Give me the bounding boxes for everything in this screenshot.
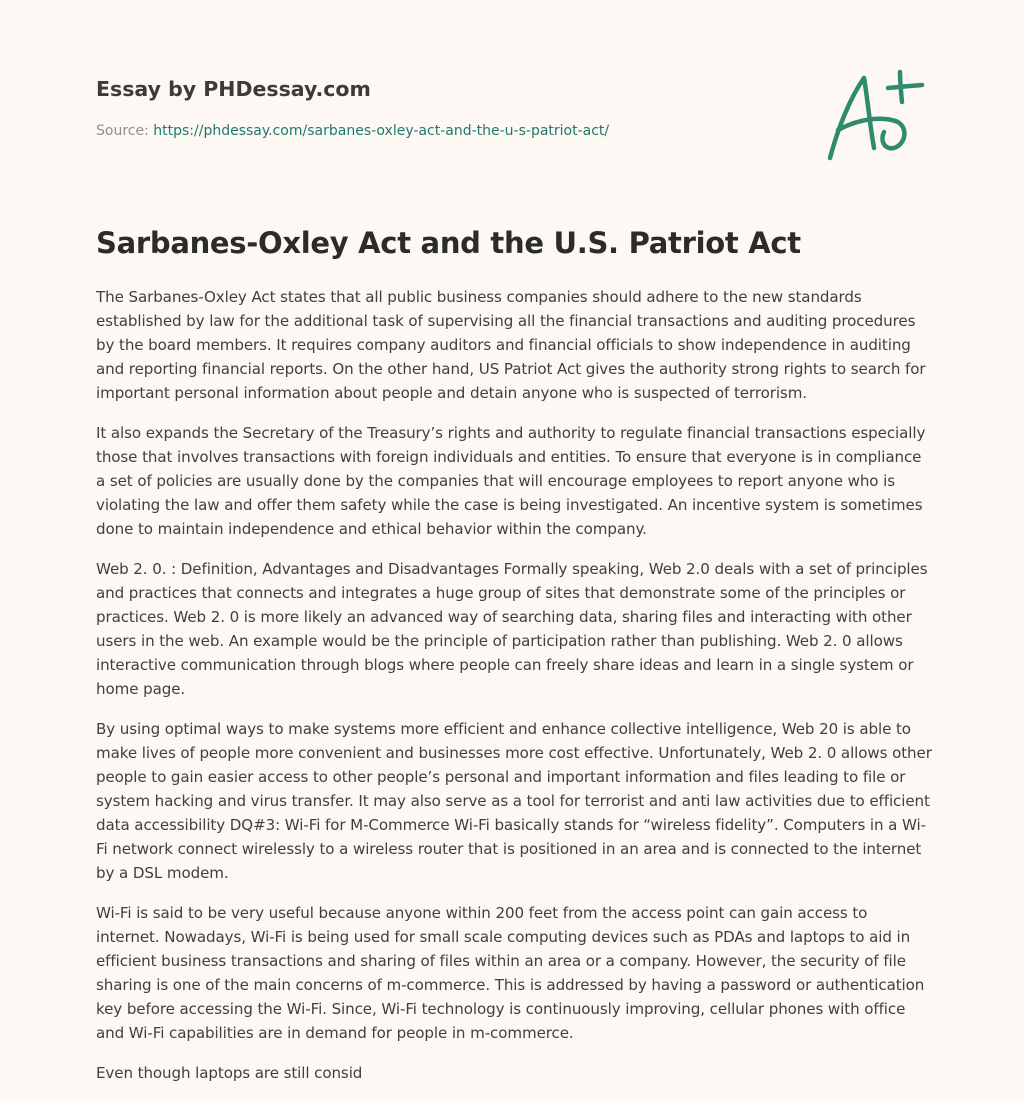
site-brand: Essay by PHDessay.com xyxy=(96,77,371,101)
source-link[interactable]: https://phdessay.com/sarbanes-oxley-act-and-the-u-s-patriot-act/ xyxy=(153,123,610,139)
essay-paragraph: Web 2. 0. : Definition, Advantages and Disadvantages Formally speaking, Web 2.0 deals with a set of principles and practices that connects and integrates a huge group of sites that demonstrate some of the principles or practices. Web 2. 0 is more likely an advanced way of searching data, sharing files and interacting with other users in the web. An example would be the principle of participation rather than publishing. Web 2. 0 allows interactive communication through blogs where people can freely share ideas and learn in a single system or home page. xyxy=(96,560,928,698)
essay-paragraph: The Sarbanes-Oxley Act states that all public business companies should adhere to the new standards established by law for the additional task of supervising all the financial transactions and auditing procedures by the board members. It requires company auditors and financial officials to show independence in auditing and reporting financial reports. On the other hand, US Patriot Act gives the authority strong rights to search for important personal information about people and detain anyone who is suspected of terrorism. xyxy=(96,288,926,402)
essay-paragraph: Even though laptops are still consid xyxy=(96,1064,363,1082)
essay-body xyxy=(96,285,932,1101)
essay-paragraph: It also expands the Secretary of the Treasury’s rights and authority to regulate financial transactions especially those that involves transactions with foreign individuals and entities. To ensure that everyone is in compliance a set of policies are usually done by the companies that will encourage employees to report anyone who is violating the law and offer them safety while the case is being investigated. An incentive system is sometimes done to maintain independence and ethical behavior within the company. xyxy=(96,424,926,538)
source-label: Source: xyxy=(96,123,154,139)
a-plus-grade-icon xyxy=(824,68,928,164)
source-line xyxy=(96,123,609,139)
essay-paragraph: By using optimal ways to make systems more efficient and enhance collective intelligence, Web 20 is able to make lives of people more convenient and businesses more cost effective. Unfortunately, Web 2. 0 allows other people to gain easier access to other people’s personal and important information and files leading to file or system hacking and virus transfer. It may also serve as a tool for terrorist and anti law activities due to efficient data accessibility DQ#3: Wi-Fi for M-Commerce Wi-Fi basically stands for “wireless fidelity”. Computers in a Wi-Fi network connect wirelessly to a wireless router that is positioned in an area and is connected to the internet by a DSL modem. xyxy=(96,720,932,882)
essay-title: Sarbanes-Oxley Act and the U.S. Patriot Act xyxy=(96,226,801,260)
essay-paragraph: Wi-Fi is said to be very useful because anyone within 200 feet from the access point can gain access to internet. Nowadays, Wi-Fi is being used for small scale computing devices such as PDAs and laptops to aid in efficient business transactions and sharing of files within an area or a company. However, the security of file sharing is one of the main concerns of m-commerce. This is addressed by having a password or authentication key before accessing the Wi-Fi. Since, Wi-Fi technology is continuously improving, cellular phones with office and Wi-Fi capabilities are in demand for people in m-commerce. xyxy=(96,904,925,1042)
